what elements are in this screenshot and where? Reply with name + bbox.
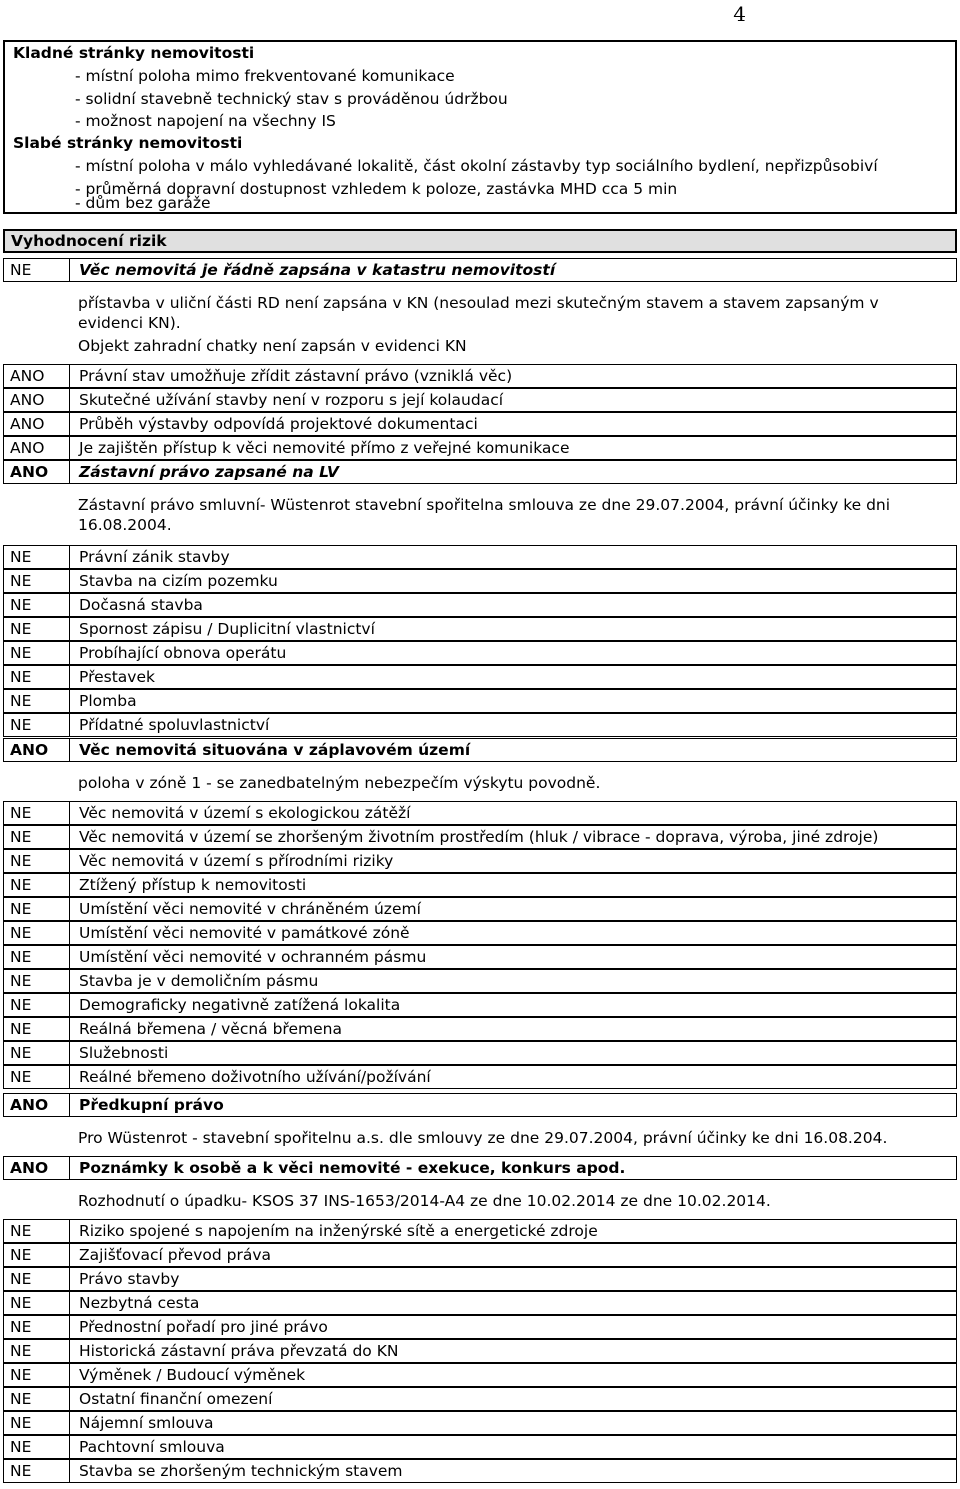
weakness-item: - průměrná dopravní dostupnost vzhledem k poloze, zastávka MHD cca 5 min — [75, 180, 678, 198]
risk-flag: NE — [4, 1364, 70, 1386]
risk-flag: NE — [4, 946, 70, 968]
risk-note: Zástavní právo smluvní- Wüstenrot stavební spořitelna smlouva ze dne 29.07.2004, právní účinky ke dni 16.08.2004. — [78, 496, 891, 534]
risk-flag: ANO — [4, 461, 70, 483]
risk-flag: NE — [4, 1018, 70, 1040]
risk-label: Věc nemovitá v území s ekologickou zátěží — [79, 804, 411, 822]
risk-label: Reálné břemeno doživotního užívání/požívání — [79, 1068, 431, 1086]
risk-flag: NE — [4, 1436, 70, 1458]
risk-flag: NE — [4, 642, 70, 664]
risk-row — [3, 1267, 957, 1291]
strength-item: - solidní stavebně technický stav s prováděnou údržbou — [75, 90, 508, 108]
risk-label: Ztížený přístup k nemovitosti — [79, 876, 307, 894]
risk-label: Nájemní smlouva — [79, 1414, 214, 1432]
risk-row — [3, 801, 957, 825]
risk-row — [3, 1459, 957, 1483]
risk-row — [3, 1041, 957, 1065]
risk-flag: NE — [4, 898, 70, 920]
risk-flag: NE — [4, 874, 70, 896]
risk-label: Umístění věci nemovité v chráněném území — [79, 900, 421, 918]
weakness-item: - dům bez garáže — [75, 194, 211, 212]
risk-note: Objekt zahradní chatky není zapsán v evidenci KN — [78, 337, 467, 355]
risk-flag: NE — [4, 922, 70, 944]
risk-row — [3, 689, 957, 713]
risk-flag: ANO — [4, 365, 70, 387]
strength-item: - možnost napojení na všechny IS — [75, 112, 336, 130]
strengths-heading: Kladné stránky nemovitosti — [13, 44, 255, 62]
risk-label: Spornost zápisu / Duplicitní vlastnictví — [79, 620, 375, 638]
risk-flag: NE — [4, 1460, 70, 1482]
risk-label: Stavba se zhoršeným technickým stavem — [79, 1462, 403, 1480]
risk-row — [3, 364, 957, 388]
risk-label: Plomba — [79, 692, 137, 710]
risk-row — [3, 1219, 957, 1243]
risk-label: Věc nemovitá situována v záplavovém území — [79, 741, 471, 759]
risk-flag: NE — [4, 1042, 70, 1064]
risk-row — [3, 617, 957, 641]
risk-label: Výměnek / Budoucí výměnek — [79, 1366, 306, 1384]
risk-row — [3, 1243, 957, 1267]
risk-label: Stavba je v demoličním pásmu — [79, 972, 319, 990]
risk-row — [3, 460, 957, 484]
risk-row — [3, 436, 957, 460]
risk-row — [3, 258, 957, 282]
risk-label: Nezbytná cesta — [79, 1294, 200, 1312]
risk-label: Probíhající obnova operátu — [79, 644, 287, 662]
risk-row — [3, 713, 957, 737]
risk-row — [3, 849, 957, 873]
risk-label: Přednostní pořadí pro jiné právo — [79, 1318, 328, 1336]
risk-flag: NE — [4, 594, 70, 616]
risk-flag: ANO — [4, 1094, 70, 1116]
risk-note: Pro Wüstenrot - stavební spořitelnu a.s. dle smlouvy ze dne 29.07.2004, právní účinky ke dni 16.08.204. — [78, 1129, 888, 1147]
risk-label: Průběh výstavby odpovídá projektové dokumentaci — [79, 415, 478, 433]
risk-note: Rozhodnutí o úpadku- KSOS 37 INS-1653/2014-A4 ze dne 10.02.2014 ze dne 10.02.2014. — [78, 1192, 771, 1210]
risk-label: Předkupní právo — [79, 1096, 224, 1114]
risk-row — [3, 969, 957, 993]
risk-label: Reálná břemena / věcná břemena — [79, 1020, 342, 1038]
risk-row — [3, 569, 957, 593]
risk-row — [3, 641, 957, 665]
risk-label: Právní stav umožňuje zřídit zástavní právo (vzniklá věc) — [79, 367, 513, 385]
risk-flag: NE — [4, 666, 70, 688]
risk-row — [3, 1291, 957, 1315]
risk-label: Přestavek — [79, 668, 155, 686]
risk-flag: NE — [4, 690, 70, 712]
risk-label: Právo stavby — [79, 1270, 180, 1288]
risk-row — [3, 1156, 957, 1180]
risk-flag: NE — [4, 714, 70, 736]
risk-flag: ANO — [4, 739, 70, 761]
risk-flag: NE — [4, 802, 70, 824]
risk-flag: NE — [4, 259, 70, 281]
risk-label: Právní zánik stavby — [79, 548, 230, 566]
risk-label: Ostatní finanční omezení — [79, 1390, 273, 1408]
risk-label: Skutečné užívání stavby není v rozporu s její kolaudací — [79, 391, 504, 409]
risk-label: Riziko spojené s napojením na inženýrské sítě a energetické zdroje — [79, 1222, 598, 1240]
risk-flag: NE — [4, 1220, 70, 1242]
risk-flag: ANO — [4, 437, 70, 459]
risk-assessment-heading: Vyhodnocení rizik — [3, 229, 957, 253]
risk-flag: NE — [4, 994, 70, 1016]
strengths-weaknesses-box — [3, 40, 957, 214]
risk-row — [3, 1435, 957, 1459]
risk-row — [3, 1363, 957, 1387]
risk-label: Zástavní právo zapsané na LV — [79, 463, 339, 481]
risk-flag: NE — [4, 546, 70, 568]
risk-label: Historická zástavní práva převzatá do KN — [79, 1342, 399, 1360]
risk-label: Věc nemovitá v území se zhoršeným životním prostředím (hluk / vibrace - doprava, výroba, jiné zdroje) — [79, 828, 879, 846]
risk-row — [3, 1093, 957, 1117]
risk-label: Věc nemovitá v území s přírodními riziky — [79, 852, 394, 870]
risk-row — [3, 897, 957, 921]
risk-flag: ANO — [4, 1157, 70, 1179]
risk-label: Věc nemovitá je řádně zapsána v katastru nemovitostí — [79, 261, 556, 279]
risk-flag: NE — [4, 1292, 70, 1314]
risk-label: Demograficky negativně zatížená lokalita — [79, 996, 401, 1014]
risk-flag: ANO — [4, 389, 70, 411]
risk-label: Stavba na cizím pozemku — [79, 572, 278, 590]
page-number: 4 — [733, 2, 746, 26]
risk-label: Zajišťovací převod práva — [79, 1246, 272, 1264]
risk-row — [3, 873, 957, 897]
risk-note: poloha v zóně 1 - se zanedbatelným nebezpečím výskytu povodně. — [78, 774, 601, 792]
risk-row — [3, 593, 957, 617]
risk-flag: NE — [4, 1340, 70, 1362]
risk-flag: NE — [4, 1066, 70, 1088]
risk-label: Služebnosti — [79, 1044, 169, 1062]
risk-row — [3, 921, 957, 945]
risk-label: Přídatné spoluvlastnictví — [79, 716, 270, 734]
risk-row — [3, 1411, 957, 1435]
risk-label: Pachtovní smlouva — [79, 1438, 225, 1456]
risk-flag: NE — [4, 850, 70, 872]
risk-flag: NE — [4, 970, 70, 992]
risk-row — [3, 1315, 957, 1339]
risk-flag: NE — [4, 1316, 70, 1338]
risk-flag: NE — [4, 1412, 70, 1434]
risk-label: Je zajištěn přístup k věci nemovité přímo z veřejné komunikace — [79, 439, 570, 457]
risk-row — [3, 1387, 957, 1411]
risk-row — [3, 388, 957, 412]
risk-flag: NE — [4, 826, 70, 848]
risk-label: Umístění věci nemovité v památkové zóně — [79, 924, 410, 942]
risk-row — [3, 993, 957, 1017]
risk-label: Dočasná stavba — [79, 596, 203, 614]
risk-row — [3, 1339, 957, 1363]
risk-flag: NE — [4, 618, 70, 640]
risk-row — [3, 1017, 957, 1041]
risk-flag: NE — [4, 570, 70, 592]
risk-note: přístavba v uliční části RD není zapsána v KN (nesoulad mezi skutečným stavem a stavem zapsaným v evidenci KN). — [78, 294, 879, 332]
risk-flag: ANO — [4, 413, 70, 435]
weaknesses-heading: Slabé stránky nemovitosti — [13, 134, 243, 152]
risk-row — [3, 545, 957, 569]
risk-flag: NE — [4, 1268, 70, 1290]
risk-flag: NE — [4, 1388, 70, 1410]
risk-row — [3, 945, 957, 969]
risk-row — [3, 665, 957, 689]
risk-row — [3, 825, 957, 849]
risk-row — [3, 1065, 957, 1089]
risk-label: Umístění věci nemovité v ochranném pásmu — [79, 948, 427, 966]
weakness-item: - místní poloha v málo vyhledávané lokalitě, část okolní zástavby typ sociálního bydlení, nepřizpůsobiví — [75, 157, 878, 175]
strength-item: - místní poloha mimo frekventované komunikace — [75, 67, 455, 85]
risk-label: Poznámky k osobě a k věci nemovité - exekuce, konkurs apod. — [79, 1159, 626, 1177]
risk-row — [3, 738, 957, 762]
risk-row — [3, 412, 957, 436]
risk-flag: NE — [4, 1244, 70, 1266]
